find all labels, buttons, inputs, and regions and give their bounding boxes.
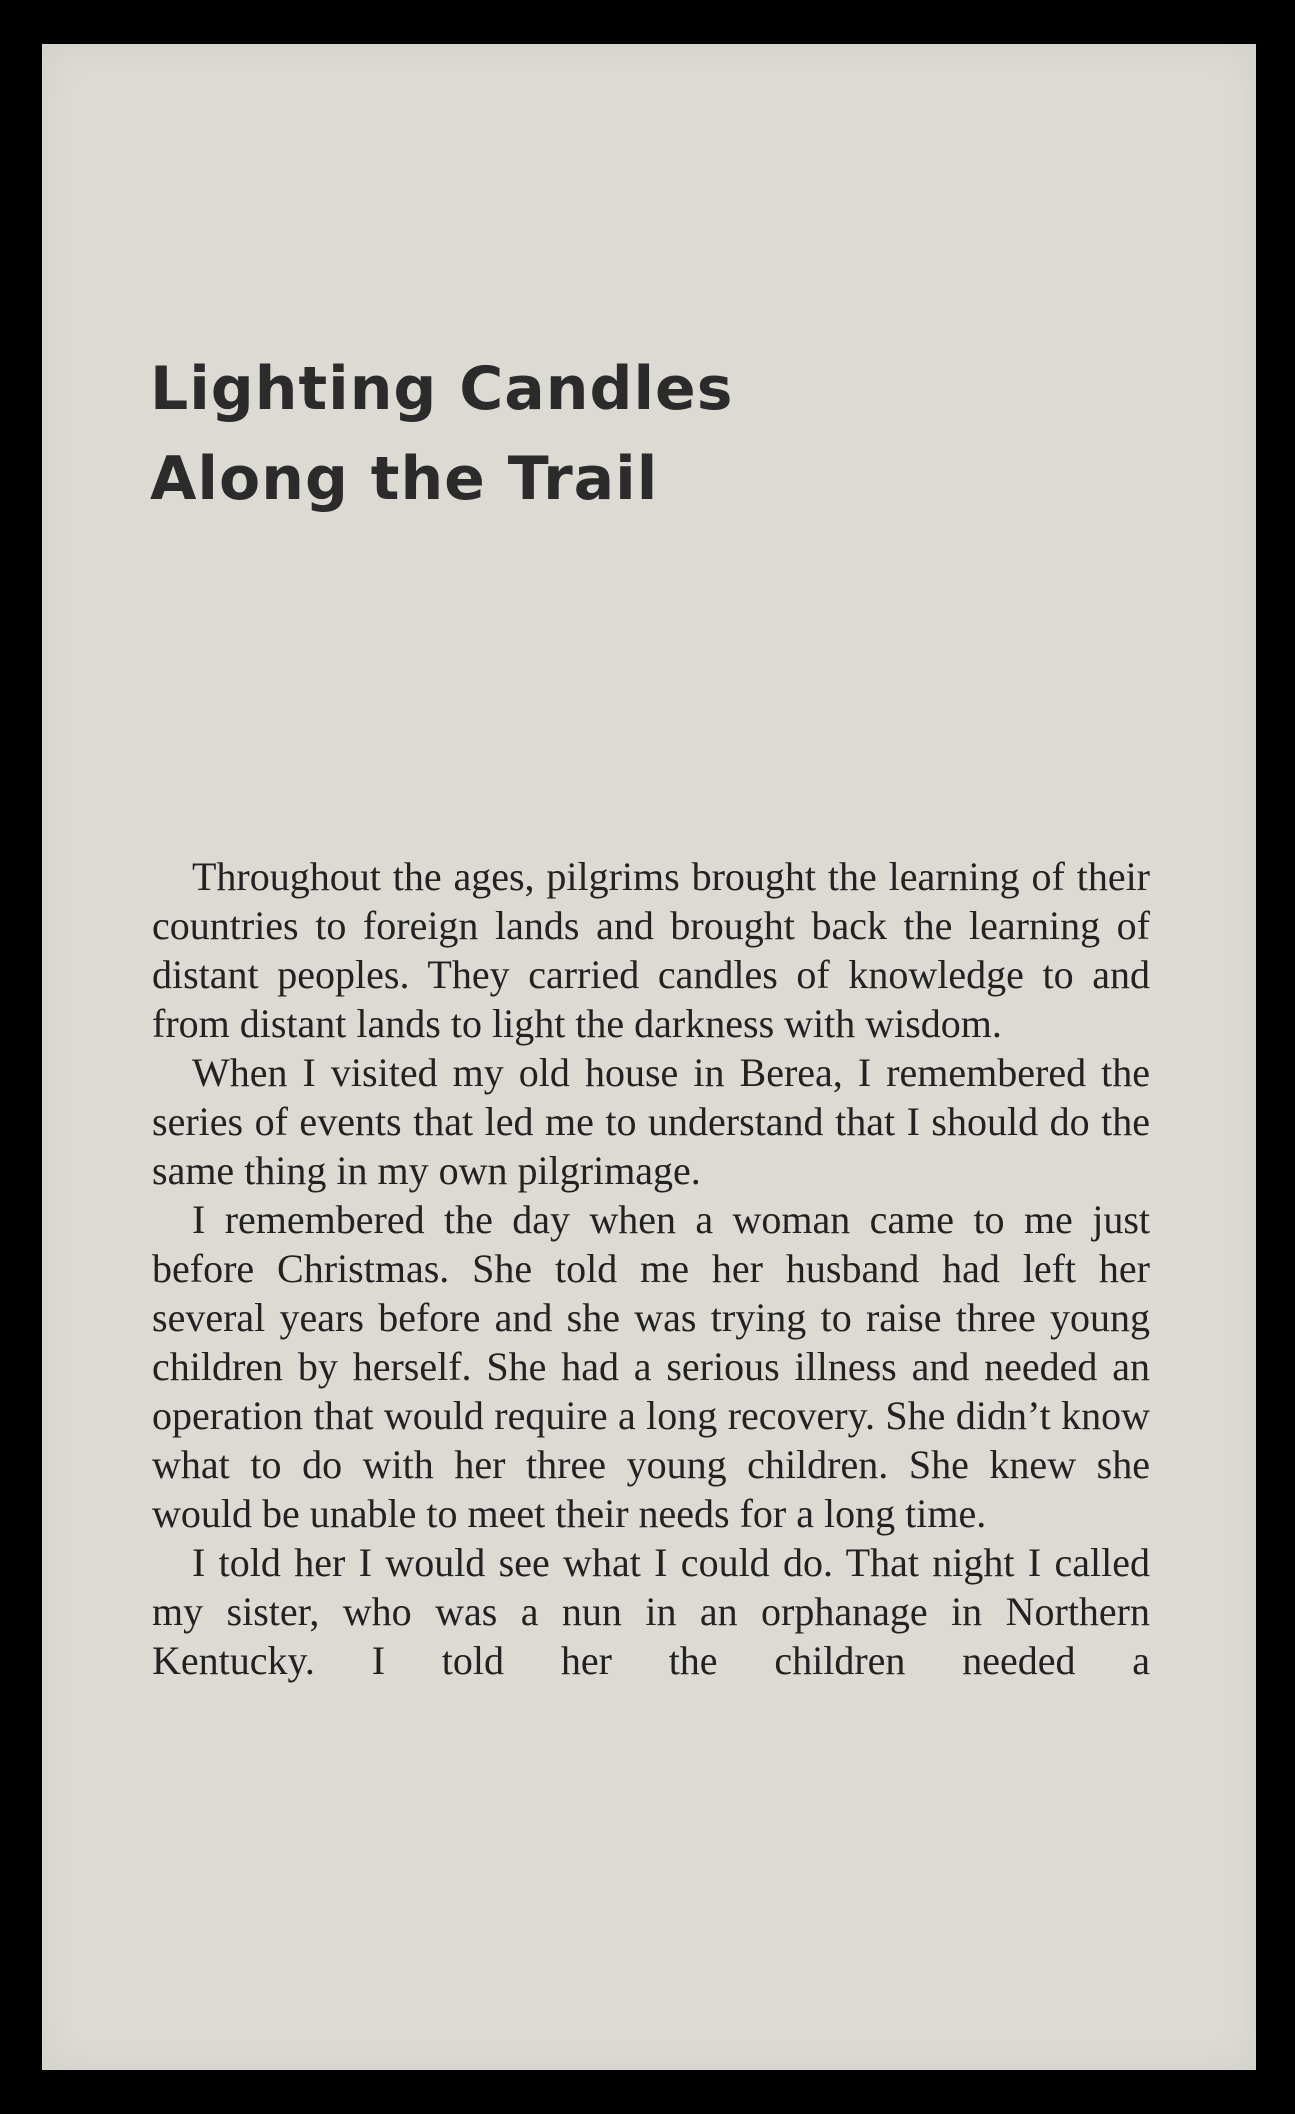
chapter-title-line-1: Lighting Candles [150,354,734,424]
book-page [42,44,1256,2070]
paragraph-1: Throughout the ages, pilgrims brought the learning of their countries to foreign lands and brought back the learning of distant peoples. They carried candles of knowledge to and from distant lands to light the darkness with wisdom. [152,854,1150,1046]
body-text [152,852,1150,1685]
paragraph-4: I told her I would see what I could do. That night I called my sister, who was a nun in an orphanage in Northern Kentucky. I told her the children needed a [152,1540,1150,1683]
paragraph-3: I remembered the day when a woman came to me just before Christmas. She told me her husband had left her several years before and she was trying to raise three young children by herself. She had a serious illness and needed an operation that would require a long recovery. She didn’t know what to do with her three young children. She knew she would be unable to meet their needs for a long time. [152,1197,1150,1536]
chapter-title-line-2: Along the Trail [150,444,659,514]
paragraph-2: When I visited my old house in Berea, I remembered the series of events that led me to understand that I should do the same thing in my own pilgrimage. [152,1050,1150,1193]
chapter-title [150,344,733,524]
